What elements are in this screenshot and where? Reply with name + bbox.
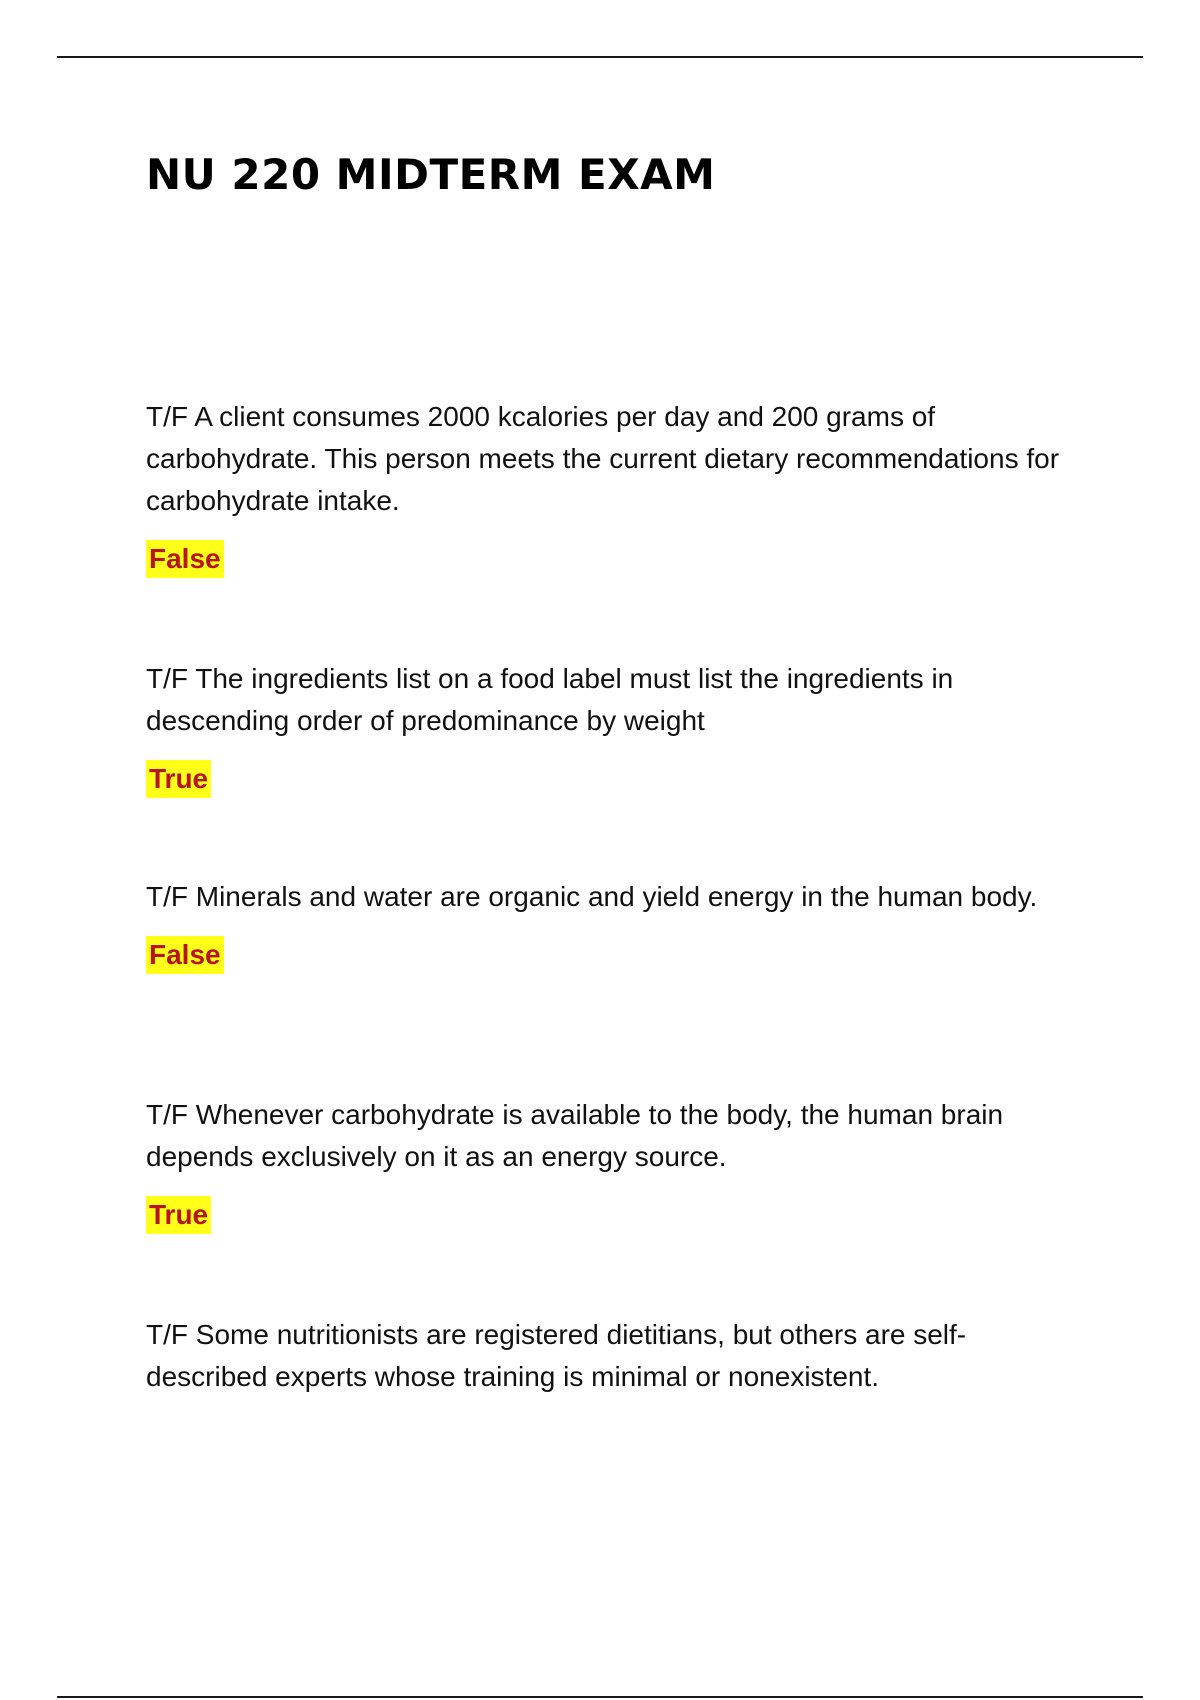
question-list [146, 396, 1086, 1398]
question-item-1 [146, 396, 1086, 658]
question-text: T/F A client consumes 2000 kcalories per day and 200 grams of carbohydrate. This person meets the current dietary recommendations for carbohydrate intake. [146, 401, 1060, 516]
answer-badge: False [146, 540, 224, 578]
top-rule [57, 56, 1143, 58]
question-item-2 [146, 658, 1086, 876]
answer-badge: False [146, 936, 224, 974]
question-text: T/F Some nutritionists are registered dietitians, but others are self-described experts whose training is minimal or nonexistent. [146, 1319, 967, 1392]
page-title: NU 220 MIDTERM EXAM [146, 150, 716, 199]
question-item-4 [146, 1094, 1086, 1314]
question-item-5 [146, 1314, 1086, 1398]
question-text: T/F Whenever carbohydrate is available to the body, the human brain depends exclusively on it as an energy source. [146, 1099, 1004, 1172]
bottom-rule [57, 1696, 1143, 1698]
answer-badge: True [146, 760, 211, 798]
question-item-3 [146, 876, 1086, 1094]
question-text: T/F The ingredients list on a food label must list the ingredients in descending order of predominance by weight [146, 663, 954, 736]
question-text: T/F Minerals and water are organic and yield energy in the human body. [146, 881, 1038, 912]
answer-badge: True [146, 1196, 211, 1234]
